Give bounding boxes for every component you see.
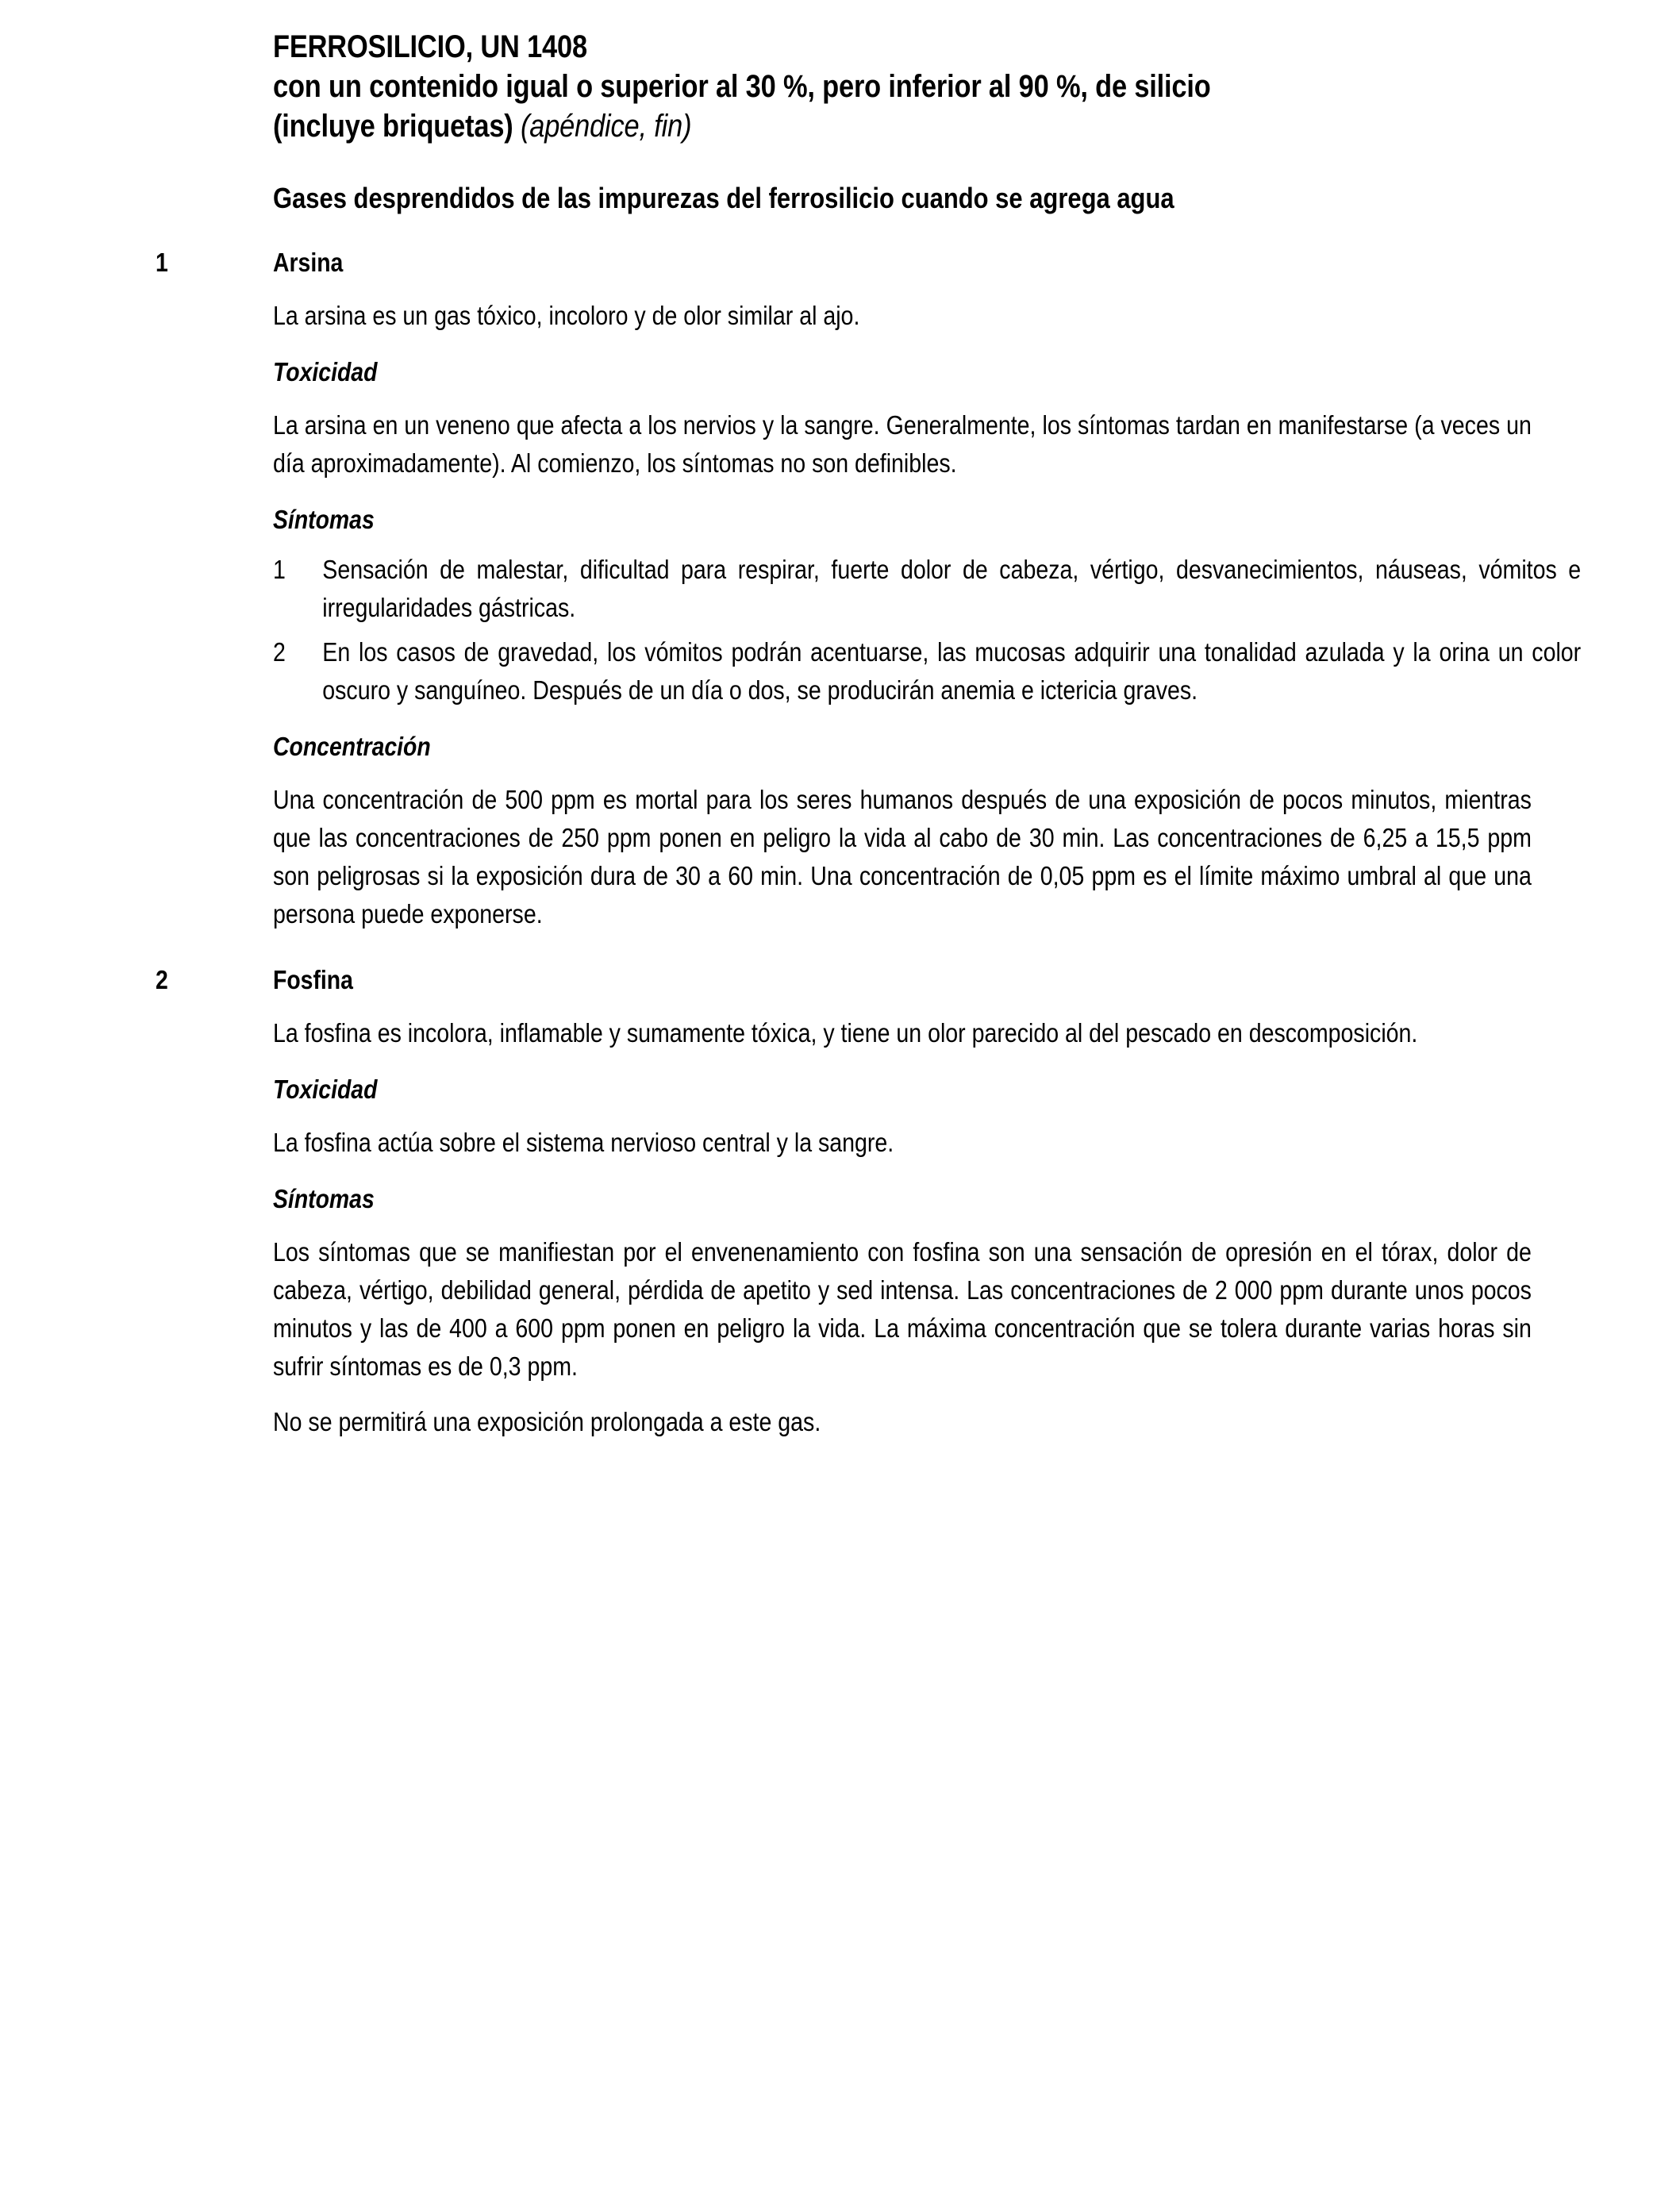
- toxicidad-paragraph: La fosfina actúa sobre el sistema nervioso central y la sangre.: [273, 1128, 894, 1157]
- entry-fosfina: [156, 963, 1532, 1441]
- document-title: [273, 27, 1532, 146]
- entry-arsina: [156, 246, 1582, 933]
- subheading-sintomas: Síntomas: [273, 505, 375, 534]
- list-item-number: 1: [273, 555, 286, 584]
- sintomas-list: [273, 551, 1582, 709]
- document-title-line-1: FERROSILICIO, UN 1408: [273, 29, 587, 64]
- list-item-number: 2: [273, 637, 286, 667]
- sintomas-paragraph: Los síntomas que se manifiestan por el envenenamiento con fosfina son una sensación de opresión en el tórax, dolor de cabeza, vértigo, debilidad general, pérdida de apetito y sed intensa. Las concentraciones de 2 000 ppm durante unos pocos minutos y las de 400 a 600 ppm ponen en peligro la vida. La máxima concentración que se tolera durante varias horas sin sufrir síntomas es de 0,3 ppm.: [273, 1237, 1532, 1381]
- document-title-line-3-bold: (incluye briquetas): [273, 109, 521, 144]
- list-item: [273, 633, 1581, 709]
- concentracion-paragraph: Una concentración de 500 ppm es mortal para los seres humanos después de una exposición de pocos minutos, mientras que las concentraciones de 250 ppm ponen en peligro la vida al cabo de 30 min. Las concentraciones de 6,25 a 15,5 ppm son peligrosas si la exposición dura de 30 a 60 min. Una concentración de 0,05 ppm es el límite máximo umbral al que una persona puede exponerse.: [273, 785, 1532, 928]
- document-title-line-2: con un contenido igual o superior al 30 %, pero inferior al 90 %, de silicio: [273, 69, 1211, 104]
- entry-body: [273, 1014, 1532, 1441]
- closing-paragraph: No se permitirá una exposición prolongada a este gas.: [273, 1407, 821, 1436]
- toxicidad-paragraph: La arsina en un veneno que afecta a los nervios y la sangre. Generalmente, los síntomas tardan en manifestarse (a veces un día aproximadamente). Al comienzo, los síntomas no son definibles.: [273, 410, 1532, 478]
- document-title-line-3-italic: (apéndice, fin): [520, 109, 692, 144]
- entry-intro-paragraph: La arsina es un gas tóxico, incoloro y de olor similar al ajo.: [273, 301, 860, 330]
- entry-title: Arsina: [273, 248, 344, 277]
- entry-title: Fosfina: [273, 965, 353, 994]
- list-item: [273, 551, 1581, 627]
- subheading-toxicidad: Toxicidad: [273, 357, 378, 386]
- subheading-sintomas: Síntomas: [273, 1184, 375, 1213]
- entry-intro-paragraph: La fosfina es incolora, inflamable y sumamente tóxica, y tiene un olor parecido al del pescado en descomposición.: [273, 1018, 1418, 1048]
- section-heading: Gases desprendidos de las impurezas del ferrosilicio cuando se agrega agua: [273, 182, 1174, 214]
- subheading-concentracion: Concentración: [273, 732, 431, 761]
- subheading-toxicidad: Toxicidad: [273, 1075, 378, 1104]
- entry-number: 2: [156, 965, 168, 994]
- list-item-text: Sensación de malestar, dificultad para respirar, fuerte dolor de cabeza, vértigo, desvanecimientos, náuseas, vómitos e irregularidades gástricas.: [322, 555, 1582, 622]
- list-item-text: En los casos de gravedad, los vómitos podrán acentuarse, las mucosas adquirir una tonalidad azulada y la orina un color oscuro y sanguíneo. Después de un día o dos, se producirán anemia e ictericia graves.: [322, 637, 1582, 705]
- entry-number: 1: [156, 248, 168, 277]
- document-title-line-3: [273, 106, 1532, 146]
- entry-body: [273, 297, 1582, 933]
